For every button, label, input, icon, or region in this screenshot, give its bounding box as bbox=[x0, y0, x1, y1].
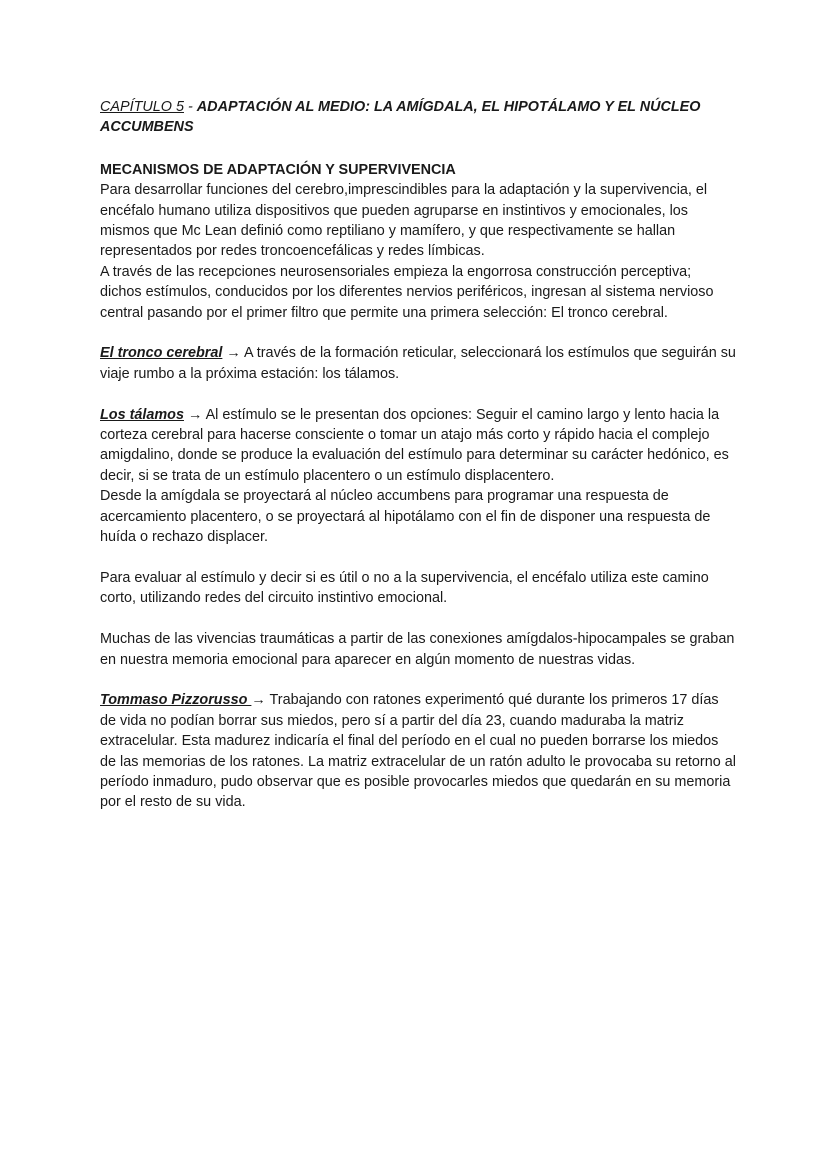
term-tronco-cerebral: El tronco cerebral bbox=[100, 345, 223, 362]
chapter-title-text: ADAPTACIÓN AL MEDIO: LA AMÍGDALA, EL HIPOTÁLAMO Y EL NÚCLEO ACCUMBENS bbox=[100, 99, 701, 136]
tronco-text: → A través de la formación reticular, seleccionará los estímulos que seguirán su viaje rumbo a la próxima estación: los tálamos. bbox=[100, 345, 736, 382]
pizzorusso-text: → Trabajando con ratones experimentó qué durante los primeros 17 días de vida no podían borrar sus miedos, pero sí a partir del día 23, cuando maduraba la matriz extracelular. Esta madurez indicaría el final del período en el cual no pueden borrarse los miedos de las memorias de los ratones. La matriz extracelular de un ratón adulto le provocaba su retorno al período inmaduro, pudo observar que es posible provocarles miedos que quedarán en su memoria por el resto de su vida. bbox=[100, 692, 736, 811]
paragraph-evaluar: Para evaluar al estímulo y decir si es útil o no a la supervivencia, el encéfalo utiliza este camino corto, utilizando redes del circuito instintivo emocional. bbox=[100, 569, 709, 607]
section-heading: MECANISMOS DE ADAPTACIÓN Y SUPERVIVENCIA bbox=[100, 161, 456, 178]
paragraph-vivencias: Muchas de las vivencias traumáticas a partir de las conexiones amígdalos-hipocampales se graban en nuestra memoria emocional para aparecer en algún momento de nuestras vidas. bbox=[100, 631, 735, 668]
paragraph-tronco bbox=[100, 343, 736, 384]
document-page bbox=[100, 97, 736, 813]
talamos-text: → Al estímulo se le presentan dos opciones: Seguir el camino largo y lento hacia la corteza cerebral para hacerse consciente o tomar un atajo más corto y rápido hacia el complejo amigdalino, donde se produce la evaluación del estímulo para determinar su carácter hedónico, es decir, si se trata de un estímulo placentero o un estímulo displacentero. bbox=[100, 406, 729, 484]
chapter-number: CAPÍTULO 5 bbox=[100, 99, 184, 115]
chapter-title bbox=[100, 97, 736, 138]
paragraph-amigdala: Desde la amígdala se proyectará al núcleo accumbens para programar una respuesta de acercamiento placentero, o se proyectará al hipotálamo con el fin de disponer una respuesta de huída o rechazo displacer. bbox=[100, 488, 711, 546]
paragraph-pizzorusso bbox=[100, 690, 736, 812]
title-separator: - bbox=[183, 99, 197, 115]
term-pizzorusso: Tommaso Pizzorusso bbox=[100, 692, 252, 709]
paragraph-intro: Para desarrollar funciones del cerebro,imprescindibles para la adaptación y la supervivencia, el encéfalo humano utiliza dispositivos que pueden agruparse en instintivos y emocionales, los mismos que Mc Lean definió como reptiliano y mamífero, y que respectivamente se hallan representados por redes troncoencefálicas y redes límbicas. bbox=[100, 182, 708, 260]
paragraph-talamos bbox=[100, 405, 736, 487]
term-talamos: Los tálamos bbox=[100, 406, 184, 423]
paragraph-perception: A través de las recepciones neurosensoriales empieza la engorrosa construcción perceptiva; dichos estímulos, conducidos por los diferentes nervios periféricos, ingresan al sistema nervioso central pasando por el primer filtro que permite una primera selección: El tronco cerebral. bbox=[100, 263, 714, 321]
